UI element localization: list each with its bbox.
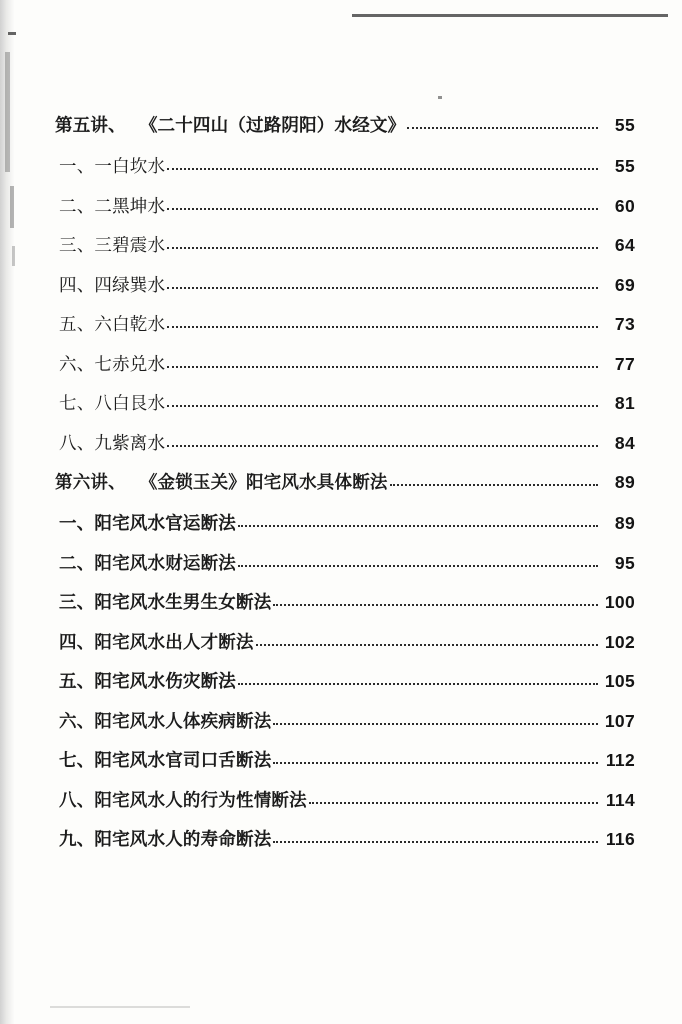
toc-entry[interactable] bbox=[55, 272, 635, 297]
toc-leader-dots bbox=[167, 445, 598, 447]
toc-entry[interactable] bbox=[55, 629, 635, 654]
toc-entry-page: 114 bbox=[605, 789, 635, 810]
toc-leader-dots bbox=[407, 127, 598, 129]
toc-leader-dots bbox=[273, 604, 598, 606]
toc-entry-page: 107 bbox=[604, 710, 635, 731]
toc-entry-page: 64 bbox=[614, 235, 635, 255]
toc-leader-dots bbox=[238, 683, 598, 685]
toc-entry[interactable] bbox=[55, 787, 635, 812]
toc-entry-page: 95 bbox=[614, 552, 635, 573]
toc-entry-page: 77 bbox=[614, 353, 635, 374]
toc-leader-dots bbox=[167, 287, 598, 289]
toc-entry[interactable] bbox=[55, 112, 635, 137]
toc-entry-page: 89 bbox=[614, 472, 635, 492]
toc-entry-title: 四、四绿巽水 bbox=[59, 274, 166, 295]
toc-entry-title: 七、阳宅风水官司口舌断法 bbox=[59, 750, 272, 770]
toc-entry[interactable] bbox=[55, 232, 635, 257]
toc-entry-title: 六、七赤兑水 bbox=[59, 353, 166, 374]
toc-entry-number: 第六讲、 bbox=[55, 472, 126, 492]
toc-entry-page: 81 bbox=[614, 393, 635, 413]
toc-entry-title: 八、九紫离水 bbox=[59, 432, 166, 453]
scan-streak-icon bbox=[10, 186, 14, 228]
scan-streak-icon bbox=[50, 1006, 190, 1008]
toc-entry-title: 二、二黑坤水 bbox=[59, 195, 166, 216]
scan-speck-icon bbox=[438, 96, 442, 99]
toc-entry-title: 七、八白艮水 bbox=[59, 393, 166, 413]
toc-entry-title: 八、阳宅风水人的行为性情断法 bbox=[59, 789, 307, 810]
toc-entry-page: 60 bbox=[614, 195, 635, 216]
toc-entry-title: 五、六白乾水 bbox=[59, 314, 166, 334]
scan-topline-icon bbox=[352, 14, 668, 17]
toc-entry[interactable] bbox=[55, 708, 635, 733]
toc-entry[interactable] bbox=[55, 469, 635, 494]
table-of-contents bbox=[55, 112, 635, 866]
toc-entry[interactable] bbox=[55, 311, 635, 336]
toc-leader-dots bbox=[167, 326, 598, 328]
toc-entry-title: 《金锁玉关》阳宅风水具体断法 bbox=[139, 472, 388, 492]
toc-entry-page: 100 bbox=[604, 592, 635, 612]
toc-entry-page: 112 bbox=[605, 750, 635, 770]
toc-entry[interactable] bbox=[55, 510, 635, 535]
toc-entry-page: 89 bbox=[614, 513, 635, 533]
toc-entry[interactable] bbox=[55, 747, 635, 772]
toc-entry-title: 六、阳宅风水人体疾病断法 bbox=[59, 710, 272, 731]
toc-entry[interactable] bbox=[55, 826, 635, 851]
toc-leader-dots bbox=[167, 247, 598, 249]
toc-entry-page: 55 bbox=[614, 115, 635, 135]
toc-leader-dots bbox=[238, 565, 598, 567]
toc-leader-dots bbox=[167, 366, 598, 368]
toc-leader-dots bbox=[390, 484, 598, 486]
toc-entry-page: 102 bbox=[604, 631, 635, 652]
toc-leader-dots bbox=[167, 405, 598, 407]
toc-entry[interactable] bbox=[55, 550, 635, 575]
scan-streak-icon bbox=[5, 52, 10, 172]
toc-entry-title: 四、阳宅风水出人才断法 bbox=[59, 631, 254, 652]
toc-entry[interactable] bbox=[55, 153, 635, 178]
toc-leader-dots bbox=[167, 208, 598, 210]
toc-leader-dots bbox=[256, 644, 598, 646]
toc-entry-title: 五、阳宅风水伤灾断法 bbox=[59, 671, 236, 691]
toc-leader-dots bbox=[273, 841, 598, 843]
toc-entry-page: 55 bbox=[614, 156, 635, 176]
toc-entry-title: 二、阳宅风水财运断法 bbox=[59, 552, 236, 573]
toc-entry-page: 73 bbox=[614, 314, 635, 334]
toc-entry-title: 一、阳宅风水官运断法 bbox=[59, 513, 236, 533]
toc-entry-title: 三、三碧震水 bbox=[59, 235, 166, 255]
toc-entry[interactable] bbox=[55, 430, 635, 455]
toc-entry[interactable] bbox=[55, 193, 635, 218]
toc-entry[interactable] bbox=[55, 589, 635, 614]
toc-entry[interactable] bbox=[55, 668, 635, 693]
toc-entry-title: 九、阳宅风水人的寿命断法 bbox=[59, 829, 272, 849]
toc-leader-dots bbox=[309, 802, 598, 804]
toc-entry-page: 116 bbox=[605, 829, 635, 849]
toc-entry[interactable] bbox=[55, 390, 635, 415]
toc-entry-page: 105 bbox=[604, 671, 635, 691]
toc-leader-dots bbox=[273, 762, 598, 764]
toc-entry-number: 第五讲、 bbox=[55, 115, 126, 135]
toc-entry-page: 84 bbox=[614, 432, 635, 453]
toc-entry-title: 《二十四山（过路阴阳）水经文》 bbox=[139, 115, 406, 135]
toc-entry-page: 69 bbox=[614, 274, 635, 295]
scan-streak-icon bbox=[12, 246, 15, 266]
toc-entry[interactable] bbox=[55, 351, 635, 376]
toc-entry-title: 三、阳宅风水生男生女断法 bbox=[59, 592, 272, 612]
toc-leader-dots bbox=[273, 723, 598, 725]
toc-leader-dots bbox=[238, 525, 598, 527]
scan-speck-icon bbox=[8, 32, 16, 35]
toc-leader-dots bbox=[167, 168, 598, 170]
toc-entry-title: 一、一白坎水 bbox=[59, 156, 166, 176]
